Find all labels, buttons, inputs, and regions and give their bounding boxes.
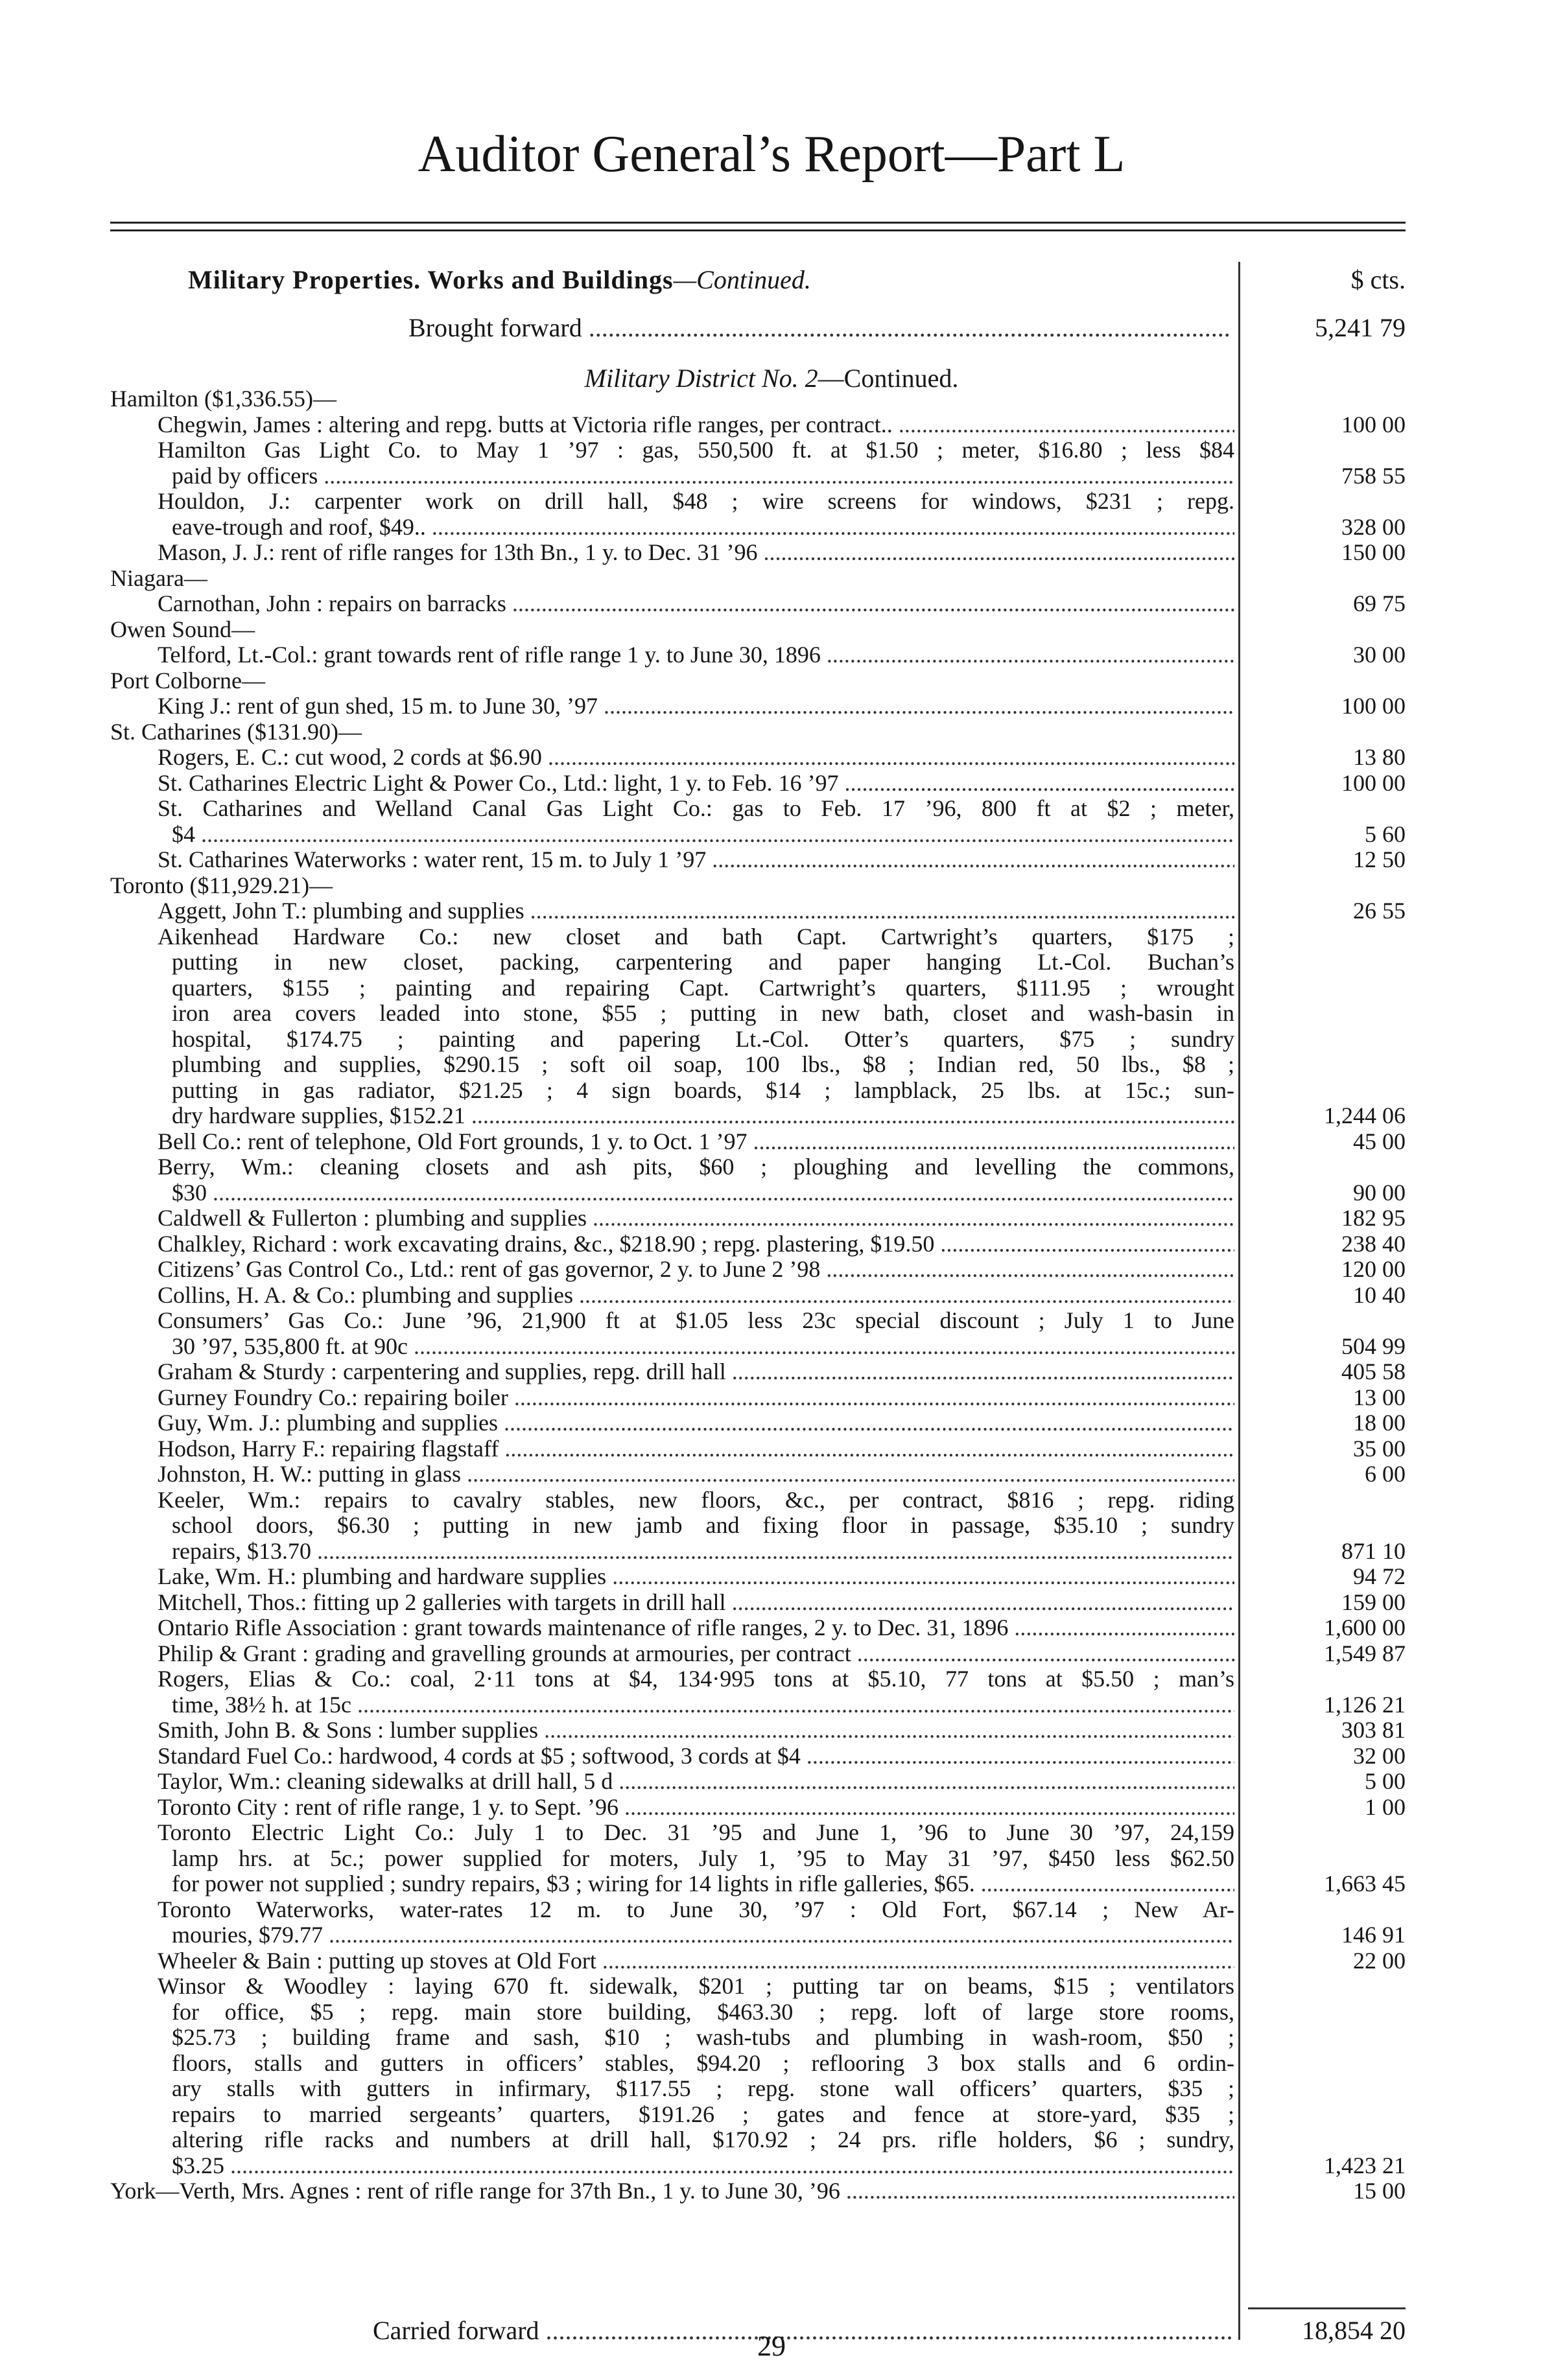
ledger-line	[0, 975, 1543, 1001]
ledger-line	[0, 463, 1543, 489]
ledger-line	[0, 1820, 1543, 1846]
entry-text: Aikenhead Hardware Co.: new closet and bath Capt. Cartwright’s quarters, $175 ;	[158, 923, 1234, 950]
entry-amount: 69 75	[1353, 590, 1406, 616]
ledger-line	[0, 1385, 1543, 1411]
group-heading	[0, 566, 1543, 592]
entry-text: Rogers, Elias & Co.: coal, 2·11 tons at $4, 134·995 tons at $5.10, 77 tons at $5.50 ; man’s	[158, 1666, 1234, 1692]
brought-forward-amount: 5,241 79	[1315, 313, 1406, 342]
ledger-line	[0, 1718, 1543, 1744]
ledger-line	[0, 1948, 1543, 1974]
ledger-line	[0, 1897, 1543, 1923]
ledger-line	[0, 1564, 1543, 1590]
ledger-line	[0, 1154, 1543, 1180]
ledger-line	[0, 1436, 1543, 1462]
entry-text: Mason, J. J.: rent of rifle ranges for 13th Bn., 1 y. to Dec. 31 ’96 .....	[158, 540, 1234, 566]
ledger-line	[0, 1308, 1543, 1334]
entry-amount: 871 10	[1341, 1537, 1406, 1564]
ledger-line	[0, 924, 1543, 950]
ledger-line	[0, 1462, 1543, 1488]
header-rule-bottom	[110, 229, 1406, 231]
entry-text: Rogers, E. C.: cut wood, 2 cords at $6.90 .....	[158, 745, 1234, 771]
ledger-line	[0, 489, 1543, 515]
entry-text: for office, $5 ; repg. main store building, $463.30 ; repg. loft of large store rooms,	[172, 1998, 1234, 2025]
ledger-line	[0, 1410, 1543, 1436]
entry-text: $3.25 .....	[172, 2153, 1234, 2179]
entry-text: eave-trough and roof, $49.. .....	[172, 515, 1234, 541]
ledger-line	[0, 1539, 1543, 1565]
entry-text: school doors, $6.30 ; putting in new jamb and fixing floor in passage, $35.10 ; sundry	[172, 1512, 1234, 1538]
entry-text: Standard Fuel Co.: hardwood, 4 cords at $5 ; softwood, 3 cords at $4 .....	[158, 1744, 1234, 1769]
ledger-line	[0, 1257, 1543, 1283]
entry-amount: 15 00	[1353, 2178, 1406, 2204]
entry-amount: 100 00	[1341, 769, 1406, 796]
entry-text: Hodson, Harry F.: repairing flagstaff .....	[158, 1436, 1234, 1462]
ledger-line	[0, 515, 1543, 541]
entry-text: Gurney Foundry Co.: repairing boiler .....	[158, 1385, 1234, 1411]
district-heading-italic: Military District No. 2	[584, 364, 818, 393]
entry-text: altering rifle racks and numbers at drill hall, $170.92 ; 24 prs. rifle holders, $6 ; sundry,	[172, 2127, 1234, 2152]
entry-text: repairs to married sergeants’ quarters, $191.26 ; gates and fence at store-yard, $35 ;	[172, 2101, 1234, 2127]
entry-amount: 13 00	[1353, 1384, 1406, 1410]
entry-text: lamp hrs. at 5c.; power supplied for moters, July 1, ’95 to May 31 ’97, $450 less $62.50	[172, 1845, 1234, 1871]
amount-column-header: $ cts.	[1350, 265, 1406, 294]
entry-text: Mitchell, Thos.: fitting up 2 galleries with targets in drill hall .....	[158, 1590, 1234, 1616]
entry-text: Philip & Grant : grading and gravelling grounds at armouries, per contract .....	[158, 1641, 1234, 1667]
entry-amount: 1,600 00	[1324, 1615, 1406, 1640]
entry-text: Smith, John B. & Sons : lumber supplies .....	[158, 1718, 1234, 1744]
ledger-line	[0, 1078, 1543, 1104]
ledger-line	[0, 1769, 1543, 1795]
section-title-continued: —Continued.	[673, 265, 811, 294]
entry-text: repairs, $13.70 .....	[172, 1539, 1234, 1565]
ledger-line	[0, 2051, 1543, 2077]
ledger-line	[0, 2153, 1543, 2179]
ledger-line	[0, 1027, 1543, 1053]
ledger-line	[0, 847, 1543, 873]
ledger-line	[0, 1922, 1543, 1948]
entry-amount: 159 00	[1341, 1589, 1406, 1615]
ledger-line	[0, 1488, 1543, 1513]
entry-amount: 6 00	[1365, 1461, 1406, 1487]
entry-text: Toronto ($11,929.21)—	[110, 872, 333, 898]
entry-text: Hamilton Gas Light Co. to May 1 ’97 : gas, 550,500 ft. at $1.50 ; meter, $16.80 ; less $84	[158, 437, 1234, 463]
entry-amount: 90 00	[1353, 1179, 1406, 1206]
entry-text: Carnothan, John : repairs on barracks .....	[158, 591, 1234, 617]
brought-forward-label: Brought forward .....	[408, 309, 1232, 347]
entry-text: Lake, Wm. H.: plumbing and hardware supplies .....	[158, 1564, 1234, 1590]
entry-amount: 18 00	[1353, 1410, 1406, 1436]
ledger-line	[0, 1692, 1543, 1718]
ledger-line	[0, 1231, 1543, 1257]
entry-text: $4 .....	[172, 822, 1234, 848]
entry-text: Caldwell & Fullerton : plumbing and supplies .....	[158, 1206, 1234, 1231]
entry-text: time, 38½ h. at 15c .....	[172, 1692, 1234, 1718]
entry-text: King J.: rent of gun shed, 15 m. to June 30, ’97 .....	[158, 694, 1234, 719]
group-heading	[0, 617, 1543, 643]
entry-text: Chegwin, James : altering and repg. butts at Victoria rifle ranges, per contract.. .....	[158, 412, 1234, 438]
entry-text: mouries, $79.77 .....	[172, 1922, 1234, 1948]
entry-text: 30 ’97, 535,800 ft. at 90c .....	[172, 1334, 1234, 1360]
entry-amount: 120 00	[1341, 1256, 1406, 1282]
entry-amount: 5 60	[1365, 821, 1406, 847]
entry-amount: 30 00	[1353, 642, 1406, 668]
entry-text: St. Catharines ($131.90)—	[110, 718, 362, 745]
entry-amount: 26 55	[1353, 898, 1406, 924]
ledger-line	[0, 540, 1543, 566]
ledger-line	[0, 1103, 1543, 1129]
ledger-line	[0, 1744, 1543, 1769]
entry-text: St. Catharines Electric Light & Power Co., Ltd.: light, 1 y. to Feb. 16 ’97 .....	[158, 771, 1234, 797]
ledger-line	[0, 1052, 1543, 1078]
entry-text: putting in gas radiator, $21.25 ; 4 sign boards, $14 ; lampblack, 25 lbs. at 15c.; sun-	[172, 1077, 1234, 1103]
ledger-line	[0, 1590, 1543, 1616]
entry-text: Niagara—	[110, 565, 207, 591]
entry-amount: 150 00	[1341, 539, 1406, 565]
entry-amount: 1,126 21	[1324, 1691, 1406, 1718]
ledger-line	[0, 2076, 1543, 2102]
entry-text: floors, stalls and gutters in officers’ stables, $94.20 ; reflooring 3 box stalls and 6 ordin-	[172, 2049, 1234, 2076]
group-heading	[0, 719, 1543, 745]
entry-text: Guy, Wm. J.: plumbing and supplies .....	[158, 1410, 1234, 1436]
entry-text: Telford, Lt.-Col.: grant towards rent of rifle range 1 y. to June 30, 1896 .....	[158, 642, 1234, 668]
carried-forward-label: Carried forward .....	[373, 2313, 1232, 2349]
entry-text: plumbing and supplies, $290.15 ; soft oil soap, 100 lbs., $8 ; Indian red, 50 lbs., $8 ;	[172, 1051, 1234, 1077]
total-rule	[1248, 2307, 1406, 2309]
ledger-line	[0, 796, 1543, 822]
entry-amount: 22 00	[1353, 1947, 1406, 1974]
entry-text: $25.73 ; building frame and sash, $10 ; wash-tubs and plumbing in wash-room, $50 ;	[172, 2024, 1234, 2050]
entry-amount: 328 00	[1341, 513, 1406, 540]
entry-text: putting in new closet, packing, carpentering and paper hanging Lt.-Col. Buchan’s	[172, 949, 1234, 975]
ledger-line	[0, 950, 1543, 975]
entry-text: ary stalls with gutters in infirmary, $117.55 ; repg. stone wall officers’ quarters, $35 ;	[172, 2075, 1234, 2101]
entry-text: hospital, $174.75 ; painting and papering Lt.-Col. Otter’s quarters, $75 ; sundry	[172, 1025, 1234, 1052]
entry-text: Graham & Sturdy : carpentering and supplies, repg. drill hall .....	[158, 1359, 1234, 1385]
entry-text: Chalkley, Richard : work excavating drains, &c., $218.90 ; repg. plastering, $19.50 .....	[158, 1231, 1234, 1257]
entry-text: quarters, $155 ; painting and repairing Capt. Cartwright’s quarters, $111.95 ; wrought	[172, 974, 1234, 1001]
entry-amount: 100 00	[1341, 693, 1406, 719]
entry-text: Collins, H. A. & Co.: plumbing and supplies .....	[158, 1283, 1234, 1309]
entry-text: Port Colborne—	[110, 667, 265, 694]
entry-amount: 405 58	[1341, 1359, 1406, 1384]
entry-text: Ontario Rifle Association : grant towards maintenance of rifle ranges, 2 y. to Dec. 31, 1896 .....	[158, 1615, 1234, 1641]
entry-text: St. Catharines and Welland Canal Gas Light Co.: gas to Feb. 17 ’96, 800 ft at $2 ; meter,	[158, 795, 1234, 821]
entry-amount: 238 40	[1341, 1230, 1406, 1257]
entry-text: $30 .....	[172, 1180, 1234, 1206]
entry-amount: 1,244 06	[1324, 1102, 1406, 1128]
entry-text: Toronto Electric Light Co.: July 1 to Dec. 31 ’95 and June 1, ’96 to June 30 ’97, 24,159	[158, 1819, 1234, 1845]
entry-text: Berry, Wm.: cleaning closets and ash pits, $60 ; ploughing and levelling the commons,	[158, 1154, 1234, 1180]
entry-text: Hamilton ($1,336.55)—	[110, 386, 336, 412]
ledger-line	[0, 1001, 1543, 1027]
entry-amount: 504 99	[1341, 1333, 1406, 1359]
entry-text: Wheeler & Bain : putting up stoves at Old Fort .....	[158, 1948, 1234, 1974]
entry-text: Taylor, Wm.: cleaning sidewalks at drill hall, 5 d .....	[158, 1769, 1234, 1795]
entry-amount: 94 72	[1353, 1563, 1406, 1589]
ledger-line	[0, 1283, 1543, 1309]
entry-text: iron area covers leaded into stone, $55 ; putting in new bath, closet and wash-basin in	[172, 1000, 1234, 1026]
entry-amount: 146 91	[1341, 1922, 1406, 1948]
ledger-line	[0, 745, 1543, 771]
header-rule-top	[110, 222, 1406, 224]
entry-amount: 12 50	[1353, 846, 1406, 872]
entry-text: Citizens’ Gas Control Co., Ltd.: rent of gas governor, 2 y. to June 2 ’98 .....	[158, 1257, 1234, 1283]
ledger-line	[0, 1513, 1543, 1539]
entry-amount: 182 95	[1341, 1205, 1406, 1231]
entry-amount: 5 00	[1365, 1768, 1406, 1794]
ledger-line	[0, 694, 1543, 719]
ledger-line	[0, 1180, 1543, 1206]
ledger-line	[0, 1359, 1543, 1385]
ledger-line	[0, 1334, 1543, 1360]
ledger-line	[0, 771, 1543, 797]
entry-text: for power not supplied ; sundry repairs, $3 ; wiring for 14 lights in rifle galleries, $65. .....	[172, 1871, 1234, 1897]
ledger-line	[0, 2178, 1543, 2204]
ledger-line	[0, 2000, 1543, 2025]
entry-text: Winsor & Woodley : laying 670 ft. sidewalk, $201 ; putting tar on beams, $15 ; ventilators	[158, 1973, 1234, 1999]
entry-text: Toronto City : rent of rifle range, 1 y. to Sept. ’96 .....	[158, 1795, 1234, 1821]
ledger-line	[0, 2025, 1543, 2051]
entry-amount: 35 00	[1353, 1435, 1406, 1462]
ledger-line	[0, 1615, 1543, 1641]
carried-forward-amount: 18,854 20	[1302, 2316, 1406, 2345]
group-heading	[0, 873, 1543, 899]
ledger-line	[0, 822, 1543, 848]
entry-amount: 1,423 21	[1324, 2152, 1406, 2178]
entry-text: Toronto Waterworks, water-rates 12 m. to June 30, ’97 : Old Fort, $67.14 ; New Ar-	[158, 1896, 1234, 1922]
entry-amount: 100 00	[1341, 411, 1406, 438]
entry-amount: 1,549 87	[1324, 1640, 1406, 1666]
ledger-line	[0, 412, 1543, 438]
entry-text: Owen Sound—	[110, 616, 255, 642]
ledger-line	[0, 1974, 1543, 2000]
entry-amount: 1 00	[1365, 1793, 1406, 1820]
section-title	[188, 261, 811, 299]
entry-amount: 32 00	[1353, 1742, 1406, 1769]
ledger-line	[0, 1641, 1543, 1667]
ledger-line	[0, 1206, 1543, 1231]
ledger-line	[0, 1871, 1543, 1897]
entry-text: Consumers’ Gas Co.: June ’96, 21,900 ft at $1.05 less 23c special discount ; July 1 to June	[158, 1307, 1234, 1333]
entry-text: Aggett, John T.: plumbing and supplies .....	[158, 898, 1234, 924]
ledger-line	[0, 1795, 1543, 1821]
entry-text: dry hardware supplies, $152.21 .....	[172, 1103, 1234, 1129]
entry-amount: 10 40	[1353, 1281, 1406, 1308]
entry-text: Johnston, H. W.: putting in glass .....	[158, 1462, 1234, 1488]
ledger-line	[0, 1666, 1543, 1692]
ledger-line	[0, 1129, 1543, 1155]
entry-amount: 758 55	[1341, 462, 1406, 489]
entry-amount: 303 81	[1341, 1717, 1406, 1743]
page-number: 29	[757, 2330, 786, 2362]
entry-amount: 45 00	[1353, 1128, 1406, 1154]
entry-text: Bell Co.: rent of telephone, Old Fort grounds, 1 y. to Oct. 1 ’97 .....	[158, 1129, 1234, 1155]
group-heading	[0, 386, 1543, 412]
ledger-line	[0, 438, 1543, 463]
ledger-line	[0, 1846, 1543, 1872]
entry-text: Keeler, Wm.: repairs to cavalry stables, new floors, &c., per contract, $816 ; repg. riding	[158, 1486, 1234, 1513]
ledger-line	[0, 2127, 1543, 2153]
ledger-line	[0, 898, 1543, 924]
entry-amount: 13 80	[1353, 744, 1406, 770]
section-title-text: Military Properties. Works and Buildings	[188, 265, 674, 294]
entry-text: St. Catharines Waterworks : water rent, 15 m. to July 1 ’97 .....	[158, 847, 1234, 873]
entry-text: paid by officers .....	[172, 463, 1234, 489]
group-heading	[0, 668, 1543, 694]
entry-text: Houldon, J.: carpenter work on drill hall, $48 ; wire screens for windows, $231 ; repg.	[158, 488, 1234, 514]
ledger-line	[0, 2102, 1543, 2128]
entry-text: York—Verth, Mrs. Agnes : rent of rifle range for 37th Bn., 1 y. to June 30, ’96 .....	[110, 2178, 1234, 2204]
district-heading-rest: —Continued.	[818, 364, 959, 393]
entry-amount: 1,663 45	[1324, 1871, 1406, 1896]
ledger-line	[0, 642, 1543, 668]
ledger-line	[0, 591, 1543, 617]
page-title: Auditor General’s Report—Part L	[418, 126, 1125, 183]
